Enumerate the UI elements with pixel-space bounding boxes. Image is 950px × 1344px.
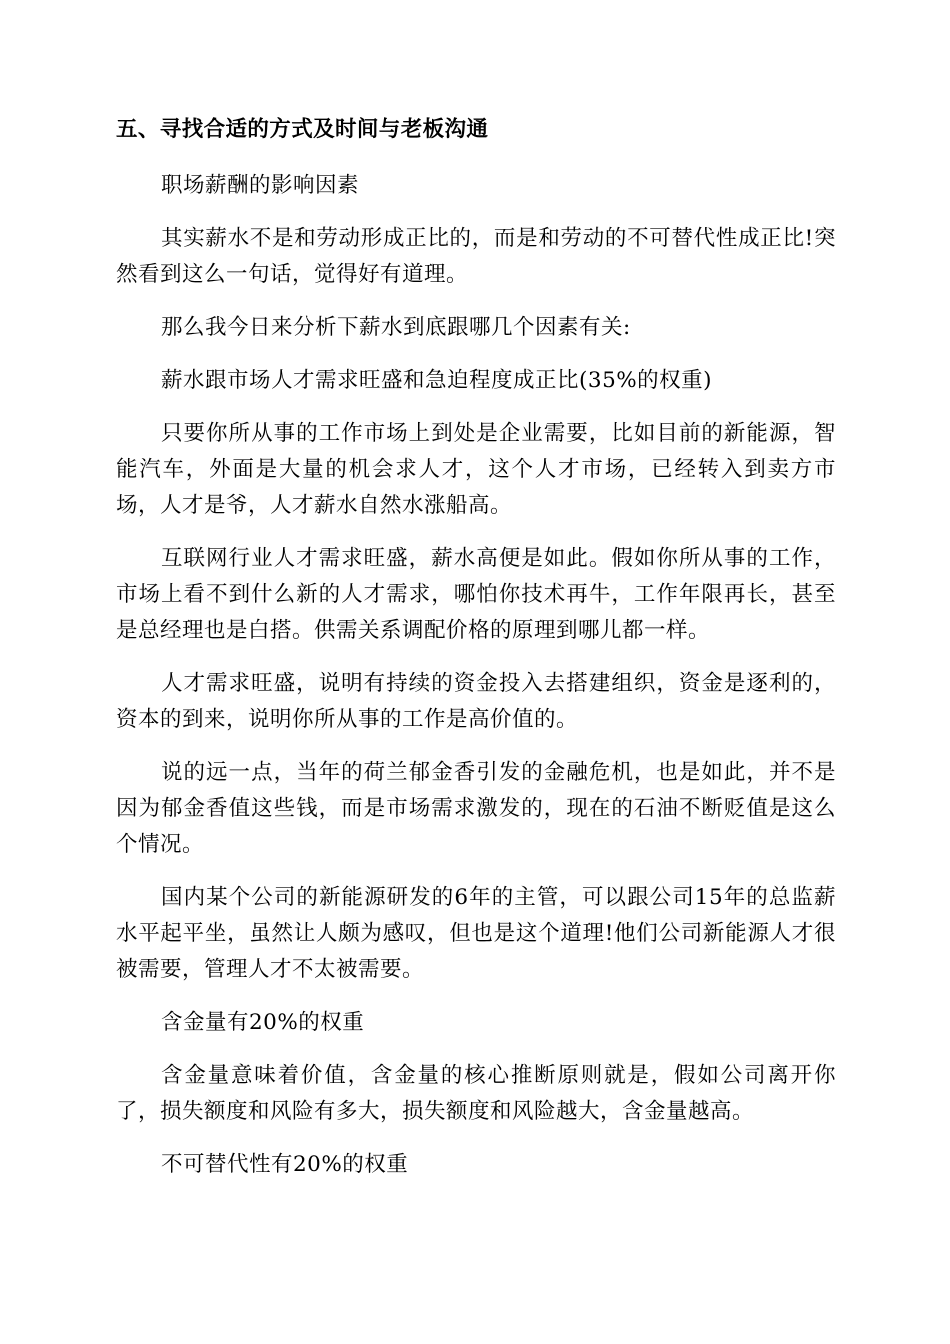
paragraph-subtitle: 职场薪酬的影响因素 xyxy=(161,173,360,198)
paragraph: 互联网行业人才需求旺盛，薪水高便是如此。假如你所从事的工作，市场上看不到什么新的人才需求，哪怕你技术再牛，工作年限再长，甚至是总经理也是白搭。供需关系调配价格的原理到哪儿都一样。 xyxy=(116,546,836,643)
section-heading: 五、寻找合适的方式及时间与老板沟通 xyxy=(116,117,489,142)
paragraph: 只要你所从事的工作市场上到处是企业需要，比如目前的新能源，智能汽车，外面是大量的机会求人才，这个人才市场，已经转入到卖方市场，人才是爷，人才薪水自然水涨船高。 xyxy=(116,421,836,518)
paragraph-factor-heading: 不可替代性有20%的权重 xyxy=(161,1152,409,1177)
paragraph: 其实薪水不是和劳动形成正比的，而是和劳动的不可替代性成正比!突然看到这么一句话，觉得好有道理。 xyxy=(116,226,836,287)
paragraph: 含金量意味着价值，含金量的核心推断原则就是，假如公司离开你了，损失额度和风险有多大，损失额度和风险越大，含金量越高。 xyxy=(116,1063,836,1124)
paragraph-factor-heading: 薪水跟市场人才需求旺盛和急迫程度成正比(35%的权重) xyxy=(161,368,713,393)
paragraph: 国内某个公司的新能源研发的6年的主管，可以跟公司15年的总监薪水平起平坐，虽然让人颇为感叹，但也是这个道理!他们公司新能源人才很被需要，管理人才不太被需要。 xyxy=(116,885,836,982)
document-body xyxy=(116,112,836,1200)
paragraph-factor-heading: 含金量有20%的权重 xyxy=(161,1010,365,1035)
paragraph: 那么我今日来分析下薪水到底跟哪几个因素有关: xyxy=(161,315,631,340)
paragraph: 人才需求旺盛，说明有持续的资金投入去搭建组织，资金是逐利的，资本的到来，说明你所从事的工作是高价值的。 xyxy=(116,671,836,732)
paragraph: 说的远一点，当年的荷兰郁金香引发的金融危机，也是如此，并不是因为郁金香值这些钱，而是市场需求激发的，现在的石油不断贬值是这么个情况。 xyxy=(116,760,836,857)
